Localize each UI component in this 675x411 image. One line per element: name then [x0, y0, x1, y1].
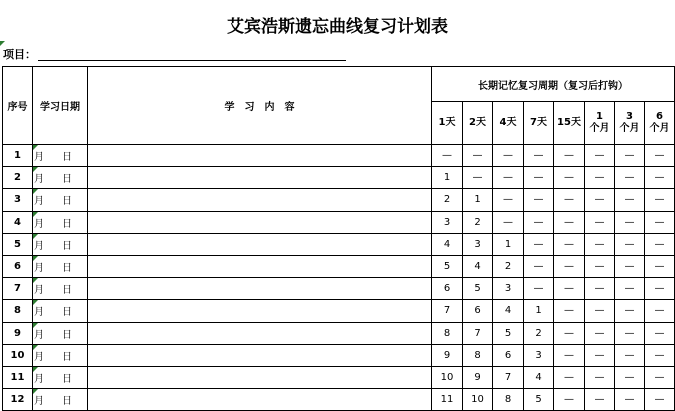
header-period [585, 102, 615, 145]
date-month-label: 月 [34, 329, 44, 341]
review-cell[interactable]: — [615, 366, 645, 388]
date-cell[interactable] [33, 344, 88, 366]
review-cell[interactable]: — [585, 322, 615, 344]
header-period-line2: 个月 [589, 123, 610, 134]
content-cell[interactable] [88, 145, 432, 167]
content-cell[interactable] [88, 366, 432, 388]
date-month-label: 月 [34, 263, 44, 275]
review-cell[interactable]: — [524, 189, 554, 211]
review-cell[interactable]: — [554, 233, 585, 255]
review-cell[interactable]: — [554, 389, 585, 411]
review-cell[interactable]: — [554, 167, 585, 189]
cell-marker-icon [33, 323, 38, 328]
review-cell[interactable]: — [615, 344, 645, 366]
date-cell[interactable] [33, 211, 88, 233]
date-month-label: 月 [34, 351, 44, 363]
review-cell[interactable]: — [524, 145, 554, 167]
review-cell[interactable]: — [554, 278, 585, 300]
cell-marker-icon [33, 189, 38, 194]
review-cell[interactable]: — [585, 167, 615, 189]
review-cell[interactable]: — [585, 211, 615, 233]
review-cell[interactable]: — [645, 278, 675, 300]
review-cell[interactable]: 1 [493, 233, 524, 255]
header-period-line1: 3 [626, 111, 633, 122]
review-cell[interactable]: 6 [432, 278, 463, 300]
date-day-label: 日 [62, 307, 72, 319]
date-cell[interactable] [33, 255, 88, 277]
review-cell[interactable]: 3 [463, 233, 493, 255]
date-cell[interactable] [33, 233, 88, 255]
review-cell[interactable]: — [615, 300, 645, 322]
content-cell[interactable] [88, 278, 432, 300]
header-period-line1: 1 [596, 111, 603, 122]
review-cell[interactable]: 3 [493, 278, 524, 300]
content-cell[interactable] [88, 189, 432, 211]
review-cell[interactable]: 4 [463, 255, 493, 277]
date-day-label: 日 [62, 329, 72, 341]
date-month-label: 月 [34, 373, 44, 385]
review-cell[interactable]: — [554, 344, 585, 366]
review-cell[interactable]: — [524, 233, 554, 255]
date-cell[interactable] [33, 322, 88, 344]
content-cell[interactable] [88, 300, 432, 322]
review-cell[interactable]: — [645, 167, 675, 189]
row-seq: 8 [3, 300, 33, 322]
cell-marker-icon [33, 345, 38, 350]
review-cell[interactable]: — [524, 278, 554, 300]
date-day-label: 日 [62, 285, 72, 297]
row-seq: 11 [3, 366, 33, 388]
table-row [3, 189, 675, 211]
date-day-label: 日 [62, 263, 72, 275]
review-cell[interactable]: — [645, 189, 675, 211]
header-period-line1: 6 [656, 111, 663, 122]
header-content: 学 习 内 容 [88, 67, 432, 145]
date-month-label: 月 [34, 307, 44, 319]
table-row [3, 322, 675, 344]
review-cell[interactable]: — [463, 145, 493, 167]
header-period-line1: 15天 [557, 117, 581, 128]
review-cell[interactable]: — [585, 189, 615, 211]
review-cell[interactable]: 1 [463, 189, 493, 211]
content-cell[interactable] [88, 255, 432, 277]
review-cell[interactable]: — [585, 233, 615, 255]
review-cell[interactable]: 7 [493, 366, 524, 388]
date-month-label: 月 [34, 152, 44, 164]
review-cell[interactable]: 6 [493, 344, 524, 366]
row-seq: 6 [3, 255, 33, 277]
review-cell[interactable]: — [615, 189, 645, 211]
table-row [3, 167, 675, 189]
header-period [463, 102, 493, 145]
row-seq: 1 [3, 145, 33, 167]
content-cell[interactable] [88, 322, 432, 344]
review-cell[interactable]: — [615, 278, 645, 300]
date-day-label: 日 [62, 373, 72, 385]
date-cell[interactable] [33, 300, 88, 322]
review-cell[interactable]: 1 [524, 300, 554, 322]
review-cell[interactable]: — [645, 255, 675, 277]
header-period-line1: 4天 [499, 117, 517, 128]
header-seq: 序号 [3, 67, 33, 145]
review-cell[interactable]: — [645, 211, 675, 233]
review-cell[interactable]: 8 [463, 344, 493, 366]
cell-marker-icon [33, 300, 38, 305]
review-cell[interactable]: 2 [432, 189, 463, 211]
review-cell[interactable]: — [615, 167, 645, 189]
header-period [645, 102, 675, 145]
header-period [615, 102, 645, 145]
review-cell[interactable]: — [554, 189, 585, 211]
content-cell[interactable] [88, 167, 432, 189]
review-cell[interactable]: — [524, 211, 554, 233]
row-seq: 12 [3, 389, 33, 411]
review-cell[interactable]: 4 [432, 233, 463, 255]
cell-marker-icon [33, 167, 38, 172]
date-cell[interactable] [33, 366, 88, 388]
row-seq: 10 [3, 344, 33, 366]
review-cell[interactable]: — [554, 366, 585, 388]
review-cell[interactable]: — [432, 145, 463, 167]
review-schedule-table [2, 66, 675, 411]
content-cell[interactable] [88, 233, 432, 255]
header-period-line2: 个月 [619, 123, 640, 134]
review-cell[interactable]: 5 [524, 389, 554, 411]
date-cell[interactable] [33, 167, 88, 189]
table-row [3, 145, 675, 167]
review-cell[interactable]: — [645, 145, 675, 167]
header-period [524, 102, 554, 145]
review-cell[interactable]: — [493, 145, 524, 167]
header-review-period: 长期记忆复习周期（复习后打钩） [432, 67, 675, 102]
header-period [493, 102, 524, 145]
review-cell[interactable]: — [585, 278, 615, 300]
cell-marker-icon [33, 145, 38, 150]
project-input-line[interactable] [38, 60, 346, 61]
date-month-label: 月 [34, 285, 44, 297]
row-seq: 3 [3, 189, 33, 211]
row-seq: 9 [3, 322, 33, 344]
review-cell[interactable]: — [645, 322, 675, 344]
table-row [3, 300, 675, 322]
header-period [554, 102, 585, 145]
review-cell[interactable]: — [615, 145, 645, 167]
content-cell[interactable] [88, 211, 432, 233]
project-label: 项目： [3, 48, 36, 61]
review-cell[interactable]: 1 [432, 167, 463, 189]
review-cell[interactable]: 10 [432, 366, 463, 388]
review-cell[interactable]: — [493, 167, 524, 189]
cell-marker-icon [33, 256, 38, 261]
cell-marker-icon [33, 278, 38, 283]
review-cell[interactable]: 5 [493, 322, 524, 344]
review-cell[interactable]: — [554, 322, 585, 344]
row-seq: 4 [3, 211, 33, 233]
cell-marker-icon [33, 234, 38, 239]
review-cell[interactable]: 3 [524, 344, 554, 366]
row-seq: 7 [3, 278, 33, 300]
review-cell[interactable]: — [615, 211, 645, 233]
table-row [3, 233, 675, 255]
header-period [432, 102, 463, 145]
table-row [3, 211, 675, 233]
review-cell[interactable]: — [493, 189, 524, 211]
cell-marker-icon [33, 389, 38, 394]
review-cell[interactable]: — [554, 145, 585, 167]
date-month-label: 月 [34, 196, 44, 208]
table-row [3, 278, 675, 300]
cell-marker-icon [33, 367, 38, 372]
table-row [3, 344, 675, 366]
date-month-label: 月 [34, 174, 44, 186]
review-cell[interactable]: 7 [463, 322, 493, 344]
header-date: 学习日期 [33, 67, 88, 145]
review-cell[interactable]: — [463, 167, 493, 189]
date-month-label: 月 [34, 218, 44, 230]
review-cell[interactable]: — [585, 300, 615, 322]
page-title: 艾宾浩斯遗忘曲线复习计划表 [227, 17, 448, 37]
review-cell[interactable]: — [554, 255, 585, 277]
review-cell[interactable]: — [615, 255, 645, 277]
date-month-label: 月 [34, 396, 44, 408]
review-cell[interactable]: — [615, 322, 645, 344]
review-cell[interactable]: 2 [493, 255, 524, 277]
table-row [3, 366, 675, 388]
date-cell[interactable] [33, 278, 88, 300]
review-cell[interactable]: — [493, 211, 524, 233]
review-cell[interactable]: — [524, 167, 554, 189]
header-period-line2: 个月 [649, 123, 670, 134]
date-cell[interactable] [33, 145, 88, 167]
date-day-label: 日 [62, 351, 72, 363]
review-cell[interactable]: 9 [432, 344, 463, 366]
content-cell[interactable] [88, 344, 432, 366]
review-cell[interactable]: — [585, 366, 615, 388]
header-period-line1: 2天 [469, 117, 486, 128]
date-day-label: 日 [62, 174, 72, 186]
cell-marker-icon [33, 212, 38, 217]
review-cell[interactable]: — [645, 233, 675, 255]
review-cell[interactable]: 4 [524, 366, 554, 388]
review-cell[interactable]: 2 [463, 211, 493, 233]
date-day-label: 日 [62, 196, 72, 208]
review-cell[interactable]: — [585, 344, 615, 366]
review-cell[interactable]: — [645, 366, 675, 388]
review-cell[interactable]: — [554, 211, 585, 233]
review-cell[interactable]: 3 [432, 211, 463, 233]
review-cell[interactable]: — [585, 255, 615, 277]
review-cell[interactable]: 5 [432, 255, 463, 277]
table-row [3, 255, 675, 277]
date-day-label: 日 [62, 240, 72, 252]
review-cell[interactable]: 2 [524, 322, 554, 344]
header-period-line1: 1天 [438, 117, 456, 128]
review-cell[interactable]: — [645, 344, 675, 366]
review-cell[interactable]: 7 [432, 300, 463, 322]
review-cell[interactable]: — [645, 389, 675, 411]
date-cell[interactable] [33, 189, 88, 211]
review-cell[interactable]: — [585, 389, 615, 411]
row-seq: 2 [3, 167, 33, 189]
review-cell[interactable]: 5 [463, 278, 493, 300]
review-cell[interactable]: 6 [463, 300, 493, 322]
review-cell[interactable]: 8 [493, 389, 524, 411]
review-cell[interactable]: — [645, 300, 675, 322]
row-seq: 5 [3, 233, 33, 255]
date-day-label: 日 [62, 396, 72, 408]
review-cell[interactable]: 4 [493, 300, 524, 322]
review-cell[interactable]: 11 [432, 389, 463, 411]
review-cell[interactable]: — [524, 255, 554, 277]
review-cell[interactable]: 9 [463, 366, 493, 388]
review-cell[interactable]: — [554, 300, 585, 322]
review-cell[interactable]: — [615, 233, 645, 255]
date-month-label: 月 [34, 240, 44, 252]
review-cell[interactable]: — [585, 145, 615, 167]
date-day-label: 日 [62, 218, 72, 230]
date-day-label: 日 [62, 152, 72, 164]
review-cell[interactable]: 10 [463, 389, 493, 411]
review-cell[interactable]: — [615, 389, 645, 411]
header-period-line1: 7天 [530, 117, 547, 128]
review-cell[interactable]: 8 [432, 322, 463, 344]
